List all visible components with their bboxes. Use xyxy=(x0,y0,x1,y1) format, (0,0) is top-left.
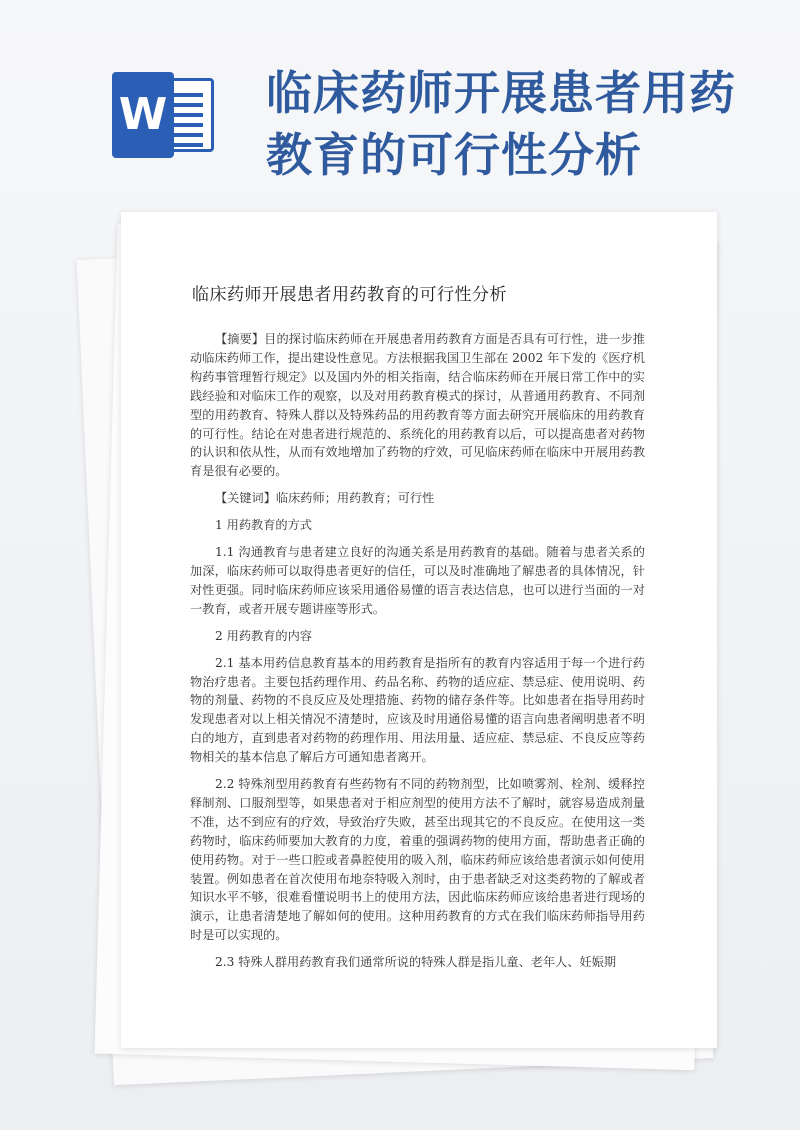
body-paragraph: 1.1 沟通教育与患者建立良好的沟通关系是用药教育的基础。随着与患者关系的加深，临床药师可以取得患者更好的信任，可以及时准确地了解患者的具体情况，针对性更强。同时临床药师应该采用通俗易懂的语言表达信息，也可以进行当面的一对一教育，或者开展专题讲座等形式。 xyxy=(190,545,645,616)
body-paragraph: 2.2 特殊剂型用药教育有些药物有不同的药物剂型，比如喷雾剂、栓剂、缓释控释制剂、口服剂型等，如果患者对于相应剂型的使用方法不了解时，就容易造成剂量不准，达不到应有的疗效，导致治疗失败，甚至出现其它的不良反应。在使用这一类药物时，临床药师要加大教育的力度，着重的强调药物的使用方面，帮助患者正确的使用药物。对于一些口腔或者鼻腔使用的吸入剂，临床药师应该给患者演示如何使用装置。例如患者在首次使用布地奈特吸入剂时，由于患者缺乏对这类药物的了解或者知识水平不够，很难看懂说明书上的使用方法，因此临床药师应该给患者进行现场的演示，让患者清楚地了解如何的使用。这种用药教育的方式在我们临床药师指导用药时是可以实现的。 xyxy=(190,777,645,943)
section-heading: 1 用药教育的方式 xyxy=(215,518,312,533)
banner-title: 临床药师开展患者用药教育的可行性分析 xyxy=(266,66,736,182)
section-heading: 2 用药教育的内容 xyxy=(215,628,312,643)
word-badge: W xyxy=(112,72,174,158)
body-paragraph: 2.3 特殊人群用药教育我们通常所说的特殊人群是指儿童、老年人、妊娠期 xyxy=(215,955,617,970)
body-paragraph: 2.1 基本用药信息教育基本的用药教育是指所有的教育内容适用于每一个进行药物治疗患者。主要包括药理作用、药品名称、药物的适应症、禁忌症、使用说明、药物的剂量、药物的不良反应及处理措施、药物的储存条件等。比如患者在指导用药时发现患者对以上相关情况不清楚时，应该及时用通俗易懂的语言向患者阐明患者不明白的地方，直到患者对药物的药理作用、用法用量、适应症、禁忌症、不良反应等药物相关的基本信息了解后方可通知患者离开。 xyxy=(190,655,645,765)
abstract-paragraph: 【摘要】目的探讨临床药师在开展患者用药教育方面是否具有可行性，进一步推动临床药师工作，提出建设性意见。方法根据我国卫生部在 2002 年下发的《医疗机构药事管理暂行规定》以及国内外的相关指南，结合临床药师在开展日常工作中的实践经验和对临床工作的观察，以及对用药教育模式的探讨，从普通用药教育、不同剂型的用药教育、特殊人群以及特殊药品的用药教育等方面去研究开展临床的用药教育的可行性。结论在对患者进行规范的、系统化的用药教育以后，可以提高患者对药物的认识和依从性，从而有效地增加了药物的疗效，可见临床药师在临床中开展用药教育是很有必要的。 xyxy=(190,332,645,479)
document-title: 临床药师开展患者用药教育的可行性分析 xyxy=(192,285,507,305)
keywords-paragraph: 【关键词】临床药师；用药教育；可行性 xyxy=(215,491,435,506)
word-document-icon xyxy=(112,72,216,158)
document-body xyxy=(190,330,645,972)
